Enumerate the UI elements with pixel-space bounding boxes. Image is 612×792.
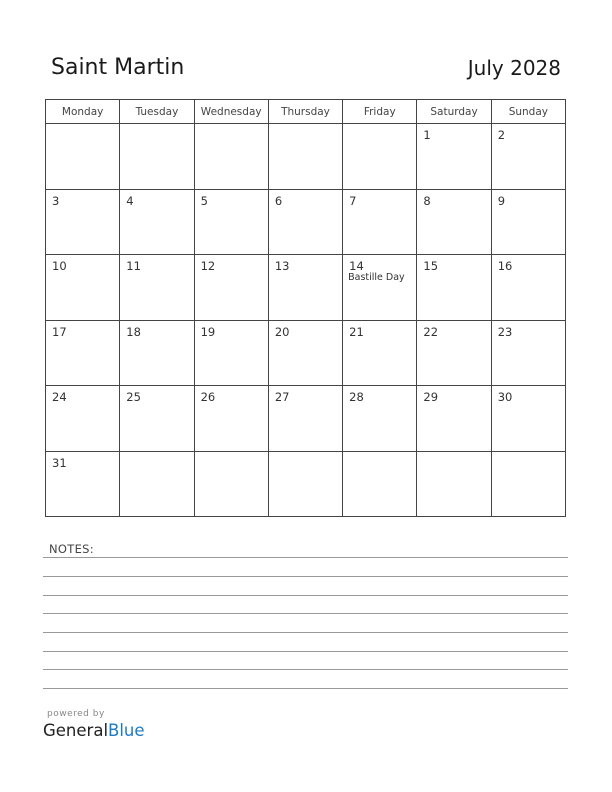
- weekday-header: Monday: [46, 100, 120, 124]
- day-number: 13: [274, 259, 290, 273]
- day-number: 2: [497, 128, 506, 142]
- day-number: 9: [497, 193, 506, 208]
- day-number: 5: [200, 193, 208, 208]
- notes-line: [43, 576, 568, 577]
- day-number: 27: [274, 390, 290, 404]
- week-row: [46, 320, 566, 386]
- week-row: [46, 255, 566, 321]
- week-row: [46, 189, 566, 255]
- day-cell: [46, 386, 120, 452]
- day-cell: [268, 451, 342, 517]
- day-number: 21: [349, 324, 364, 339]
- day-cell: [268, 189, 342, 255]
- day-number: 23: [497, 324, 513, 339]
- day-number: 19: [200, 324, 216, 339]
- week-row: [46, 124, 566, 190]
- week-row: [46, 451, 566, 517]
- day-number: 7: [349, 193, 357, 208]
- day-cell: [46, 320, 120, 386]
- day-number: 30: [497, 390, 513, 404]
- day-cell: [343, 124, 417, 190]
- day-cell: [491, 255, 565, 321]
- weekday-header: Saturday: [417, 100, 491, 124]
- day-number: 18: [126, 324, 141, 339]
- day-cell: [120, 124, 194, 190]
- notes-line: [43, 669, 568, 670]
- day-cell: [268, 320, 342, 386]
- day-cell: [194, 255, 268, 321]
- day-cell: [491, 386, 565, 452]
- day-number: 31: [52, 455, 67, 470]
- day-number: 15: [423, 259, 439, 273]
- day-cell: [268, 124, 342, 190]
- day-cell: [417, 451, 491, 517]
- day-cell: [417, 124, 491, 190]
- day-number: 4: [126, 193, 134, 208]
- notes-line: [43, 688, 568, 689]
- day-cell: [194, 451, 268, 517]
- generalblue-logo: [43, 721, 145, 740]
- day-cell: [46, 451, 120, 517]
- day-number: 16: [497, 259, 513, 273]
- notes-line: [43, 632, 568, 633]
- day-number: 22: [423, 324, 439, 339]
- weekday-header: Tuesday: [120, 100, 194, 124]
- day-cell: [46, 189, 120, 255]
- day-number: 28: [349, 390, 364, 404]
- day-cell: [343, 255, 417, 321]
- day-cell: [120, 255, 194, 321]
- day-cell: [491, 124, 565, 190]
- calendar-country-title: Saint Martin: [51, 55, 185, 80]
- day-number: 29: [423, 390, 439, 404]
- month-calendar-grid: [45, 99, 566, 517]
- day-cell: [194, 386, 268, 452]
- day-number: 25: [126, 390, 141, 404]
- day-cell: [120, 189, 194, 255]
- day-cell: [268, 255, 342, 321]
- holiday-label: Bastille Day: [348, 272, 405, 283]
- day-cell: [343, 320, 417, 386]
- day-number: 14: [349, 259, 364, 273]
- week-row: [46, 386, 566, 452]
- day-cell: [417, 255, 491, 321]
- day-number: 3: [52, 193, 60, 208]
- day-number: 24: [52, 390, 67, 404]
- day-cell: [491, 320, 565, 386]
- calendar-month-title: July 2028: [467, 56, 561, 80]
- day-cell: [120, 451, 194, 517]
- day-cell: [417, 320, 491, 386]
- day-cell: [343, 386, 417, 452]
- weekday-header: Sunday: [491, 100, 565, 124]
- day-cell: [417, 189, 491, 255]
- notes-line: [43, 651, 568, 652]
- notes-line: [43, 557, 568, 558]
- day-cell: [343, 451, 417, 517]
- day-number: 1: [423, 128, 431, 142]
- brand-general-text: General: [43, 721, 109, 740]
- day-cell: [268, 386, 342, 452]
- day-cell: [46, 255, 120, 321]
- powered-by-text: powered by: [47, 709, 105, 719]
- day-cell: [491, 451, 565, 517]
- day-cell: [194, 124, 268, 190]
- day-cell: [491, 189, 565, 255]
- day-cell: [120, 320, 194, 386]
- day-number: 10: [52, 259, 67, 273]
- day-number: 6: [274, 193, 283, 208]
- weekday-header: Thursday: [268, 100, 342, 124]
- weekday-header-row: [46, 100, 566, 124]
- day-cell: [343, 189, 417, 255]
- weekday-header: Wednesday: [194, 100, 268, 124]
- day-cell: [417, 386, 491, 452]
- day-number: 17: [52, 324, 67, 339]
- day-cell: [46, 124, 120, 190]
- day-number: 26: [200, 390, 216, 404]
- day-number: 12: [200, 259, 216, 273]
- day-number: 8: [423, 193, 431, 208]
- day-cell: [194, 189, 268, 255]
- day-number: 11: [126, 259, 141, 273]
- brand-blue-text: Blue: [108, 721, 145, 740]
- day-cell: [120, 386, 194, 452]
- weekday-header: Friday: [343, 100, 417, 124]
- day-number: 20: [274, 324, 290, 339]
- day-cell: [194, 320, 268, 386]
- notes-line: [43, 595, 568, 596]
- notes-line: [43, 613, 568, 614]
- notes-label: NOTES:: [49, 542, 94, 556]
